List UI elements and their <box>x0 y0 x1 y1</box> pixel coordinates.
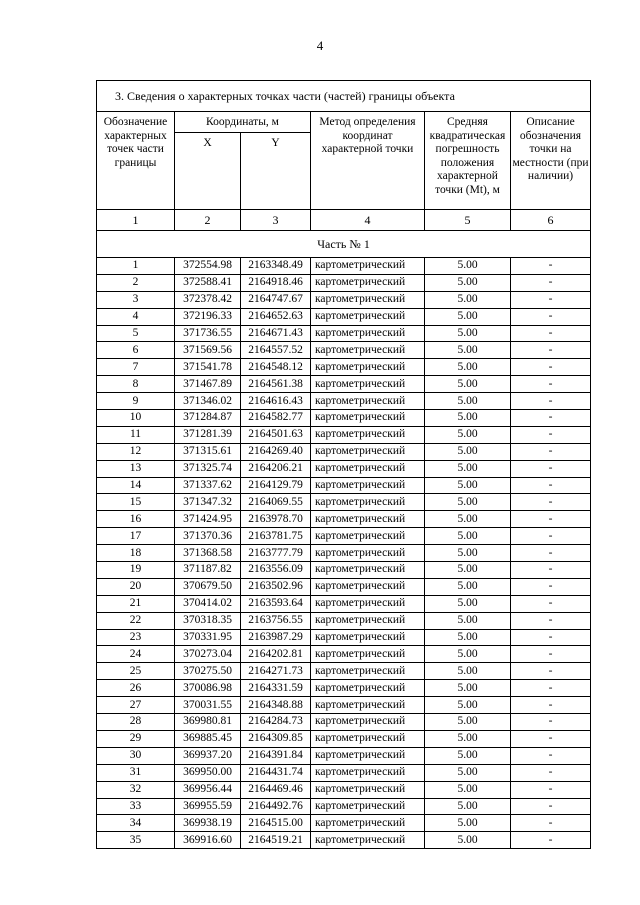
coord-x: 369955.59 <box>175 798 241 815</box>
method: картометрический <box>311 697 425 714</box>
description: - <box>511 258 591 275</box>
table-row <box>97 764 591 781</box>
error-value: 5.00 <box>425 291 511 308</box>
header-description: Описание обозначения точки на местности (при наличии) <box>511 112 591 210</box>
error-value: 5.00 <box>425 410 511 427</box>
coord-x: 370679.50 <box>175 578 241 595</box>
point-number: 15 <box>97 494 175 511</box>
coord-y: 2163781.75 <box>241 528 311 545</box>
coord-x: 372378.42 <box>175 291 241 308</box>
description: - <box>511 376 591 393</box>
table-row <box>97 460 591 477</box>
error-value: 5.00 <box>425 595 511 612</box>
header-x: X <box>175 133 241 210</box>
point-number: 2 <box>97 274 175 291</box>
column-number: 2 <box>175 210 241 231</box>
point-number: 14 <box>97 477 175 494</box>
point-number: 29 <box>97 730 175 747</box>
method: картометрический <box>311 443 425 460</box>
coord-y: 2164129.79 <box>241 477 311 494</box>
coord-x: 370414.02 <box>175 595 241 612</box>
coord-y: 2164582.77 <box>241 410 311 427</box>
error-value: 5.00 <box>425 832 511 849</box>
error-value: 5.00 <box>425 663 511 680</box>
coord-x: 371325.74 <box>175 460 241 477</box>
method: картометрический <box>311 545 425 562</box>
boundary-points-table <box>96 80 591 849</box>
coord-x: 370086.98 <box>175 680 241 697</box>
header-method: Метод определения координат характерной точки <box>311 112 425 210</box>
point-number: 9 <box>97 393 175 410</box>
table-row <box>97 730 591 747</box>
point-number: 16 <box>97 511 175 528</box>
table-row <box>97 629 591 646</box>
method: картометрический <box>311 764 425 781</box>
method: картометрический <box>311 308 425 325</box>
description: - <box>511 477 591 494</box>
coord-y: 2163756.55 <box>241 612 311 629</box>
part-label: Часть № 1 <box>97 231 591 258</box>
coord-y: 2164548.12 <box>241 359 311 376</box>
coord-x: 371569.56 <box>175 342 241 359</box>
coord-y: 2164515.00 <box>241 815 311 832</box>
header-error: Средняя квадратическая погрешность положения характерной точки (Mt), м <box>425 112 511 210</box>
point-number: 3 <box>97 291 175 308</box>
table-row <box>97 494 591 511</box>
coord-x: 370275.50 <box>175 663 241 680</box>
coord-x: 371368.58 <box>175 545 241 562</box>
description: - <box>511 274 591 291</box>
error-value: 5.00 <box>425 477 511 494</box>
method: картометрический <box>311 410 425 427</box>
table-row <box>97 832 591 849</box>
method: картометрический <box>311 460 425 477</box>
point-number: 8 <box>97 376 175 393</box>
coord-x: 371370.36 <box>175 528 241 545</box>
header-point-designation: Обозначение характерных точек части границы <box>97 112 175 210</box>
method: картометрический <box>311 274 425 291</box>
description: - <box>511 747 591 764</box>
table-row <box>97 477 591 494</box>
error-value: 5.00 <box>425 680 511 697</box>
error-value: 5.00 <box>425 562 511 579</box>
table-row <box>97 562 591 579</box>
coord-y: 2164501.63 <box>241 426 311 443</box>
method: картометрический <box>311 815 425 832</box>
table-row <box>97 443 591 460</box>
table-row <box>97 815 591 832</box>
point-number: 5 <box>97 325 175 342</box>
table-row <box>97 697 591 714</box>
header-coordinates: Координаты, м <box>175 112 311 133</box>
point-number: 13 <box>97 460 175 477</box>
coord-y: 2164331.59 <box>241 680 311 697</box>
coord-y: 2164348.88 <box>241 697 311 714</box>
description: - <box>511 714 591 731</box>
method: картометрический <box>311 747 425 764</box>
error-value: 5.00 <box>425 511 511 528</box>
error-value: 5.00 <box>425 308 511 325</box>
table-row <box>97 511 591 528</box>
point-number: 28 <box>97 714 175 731</box>
column-number: 5 <box>425 210 511 231</box>
error-value: 5.00 <box>425 629 511 646</box>
table-row <box>97 781 591 798</box>
method: картометрический <box>311 511 425 528</box>
coord-y: 2164561.38 <box>241 376 311 393</box>
table-row <box>97 663 591 680</box>
error-value: 5.00 <box>425 764 511 781</box>
point-number: 17 <box>97 528 175 545</box>
description: - <box>511 494 591 511</box>
coord-x: 372588.41 <box>175 274 241 291</box>
page-number: 4 <box>316 38 324 53</box>
point-number: 26 <box>97 680 175 697</box>
error-value: 5.00 <box>425 494 511 511</box>
table-row <box>97 528 591 545</box>
table-row <box>97 291 591 308</box>
error-value: 5.00 <box>425 781 511 798</box>
coord-y: 2164271.73 <box>241 663 311 680</box>
point-number: 11 <box>97 426 175 443</box>
point-number: 31 <box>97 764 175 781</box>
header-y: Y <box>241 133 311 210</box>
table-row <box>97 680 591 697</box>
table-row <box>97 545 591 562</box>
description: - <box>511 680 591 697</box>
error-value: 5.00 <box>425 612 511 629</box>
coord-y: 2164519.21 <box>241 832 311 849</box>
description: - <box>511 798 591 815</box>
coord-x: 369916.60 <box>175 832 241 849</box>
method: картометрический <box>311 612 425 629</box>
point-number: 25 <box>97 663 175 680</box>
method: картометрический <box>311 714 425 731</box>
description: - <box>511 562 591 579</box>
description: - <box>511 460 591 477</box>
point-number: 4 <box>97 308 175 325</box>
coord-x: 371284.87 <box>175 410 241 427</box>
error-value: 5.00 <box>425 646 511 663</box>
coord-y: 2164202.81 <box>241 646 311 663</box>
table-row <box>97 342 591 359</box>
description: - <box>511 781 591 798</box>
description: - <box>511 410 591 427</box>
description: - <box>511 595 591 612</box>
coord-y: 2163987.29 <box>241 629 311 646</box>
point-number: 27 <box>97 697 175 714</box>
error-value: 5.00 <box>425 325 511 342</box>
coord-x: 370273.04 <box>175 646 241 663</box>
coord-x: 370331.95 <box>175 629 241 646</box>
coord-x: 371424.95 <box>175 511 241 528</box>
description: - <box>511 730 591 747</box>
coord-y: 2164206.21 <box>241 460 311 477</box>
error-value: 5.00 <box>425 578 511 595</box>
section-title: 3. Сведения о характерных точках части (частей) границы объекта <box>97 81 591 112</box>
table-row <box>97 258 591 275</box>
coord-x: 372196.33 <box>175 308 241 325</box>
point-number: 18 <box>97 545 175 562</box>
description: - <box>511 545 591 562</box>
table-row <box>97 714 591 731</box>
column-number: 1 <box>97 210 175 231</box>
coord-y: 2164671.43 <box>241 325 311 342</box>
method: картометрический <box>311 578 425 595</box>
coord-x: 371467.89 <box>175 376 241 393</box>
coord-x: 371281.39 <box>175 426 241 443</box>
method: картометрический <box>311 258 425 275</box>
method: картометрический <box>311 595 425 612</box>
error-value: 5.00 <box>425 443 511 460</box>
error-value: 5.00 <box>425 815 511 832</box>
table-row <box>97 747 591 764</box>
table-row <box>97 798 591 815</box>
description: - <box>511 359 591 376</box>
coord-x: 371187.82 <box>175 562 241 579</box>
error-value: 5.00 <box>425 274 511 291</box>
point-number: 19 <box>97 562 175 579</box>
coord-y: 2163593.64 <box>241 595 311 612</box>
coord-x: 371337.62 <box>175 477 241 494</box>
point-number: 30 <box>97 747 175 764</box>
method: картометрический <box>311 325 425 342</box>
point-number: 12 <box>97 443 175 460</box>
coord-x: 371541.78 <box>175 359 241 376</box>
method: картометрический <box>311 342 425 359</box>
description: - <box>511 342 591 359</box>
description: - <box>511 291 591 308</box>
point-number: 20 <box>97 578 175 595</box>
error-value: 5.00 <box>425 528 511 545</box>
point-number: 24 <box>97 646 175 663</box>
method: картометрический <box>311 477 425 494</box>
method: картометрический <box>311 426 425 443</box>
point-number: 10 <box>97 410 175 427</box>
coord-x: 371347.32 <box>175 494 241 511</box>
column-number: 3 <box>241 210 311 231</box>
coord-y: 2164557.52 <box>241 342 311 359</box>
coord-x: 372554.98 <box>175 258 241 275</box>
method: картометрический <box>311 781 425 798</box>
method: картометрический <box>311 629 425 646</box>
method: картометрический <box>311 680 425 697</box>
coord-y: 2164492.76 <box>241 798 311 815</box>
table-row <box>97 325 591 342</box>
description: - <box>511 612 591 629</box>
method: картометрический <box>311 359 425 376</box>
description: - <box>511 578 591 595</box>
column-number: 4 <box>311 210 425 231</box>
coord-x: 369950.00 <box>175 764 241 781</box>
method: картометрический <box>311 663 425 680</box>
method: картометрический <box>311 528 425 545</box>
coord-y: 2164284.73 <box>241 714 311 731</box>
table-row <box>97 426 591 443</box>
coord-x: 370031.55 <box>175 697 241 714</box>
coord-y: 2164616.43 <box>241 393 311 410</box>
method: картометрический <box>311 393 425 410</box>
coord-y: 2164391.84 <box>241 747 311 764</box>
coord-x: 371346.02 <box>175 393 241 410</box>
error-value: 5.00 <box>425 426 511 443</box>
description: - <box>511 697 591 714</box>
coord-x: 369980.81 <box>175 714 241 731</box>
coord-y: 2163502.96 <box>241 578 311 595</box>
table-row <box>97 359 591 376</box>
coord-y: 2163978.70 <box>241 511 311 528</box>
description: - <box>511 832 591 849</box>
coord-x: 371315.61 <box>175 443 241 460</box>
error-value: 5.00 <box>425 798 511 815</box>
description: - <box>511 528 591 545</box>
description: - <box>511 443 591 460</box>
column-numbers-row <box>97 210 591 231</box>
coord-x: 369937.20 <box>175 747 241 764</box>
point-number: 22 <box>97 612 175 629</box>
table-row <box>97 376 591 393</box>
method: картометрический <box>311 730 425 747</box>
method: картометрический <box>311 494 425 511</box>
description: - <box>511 511 591 528</box>
coord-y: 2163556.09 <box>241 562 311 579</box>
error-value: 5.00 <box>425 697 511 714</box>
coord-y: 2164747.67 <box>241 291 311 308</box>
table-row <box>97 646 591 663</box>
point-number: 34 <box>97 815 175 832</box>
point-number: 32 <box>97 781 175 798</box>
description: - <box>511 764 591 781</box>
description: - <box>511 393 591 410</box>
column-number: 6 <box>511 210 591 231</box>
error-value: 5.00 <box>425 376 511 393</box>
table-row <box>97 274 591 291</box>
coord-x: 371736.55 <box>175 325 241 342</box>
method: картометрический <box>311 646 425 663</box>
coord-y: 2164918.46 <box>241 274 311 291</box>
error-value: 5.00 <box>425 342 511 359</box>
table-row <box>97 308 591 325</box>
coord-x: 369885.45 <box>175 730 241 747</box>
description: - <box>511 663 591 680</box>
method: картометрический <box>311 832 425 849</box>
point-number: 23 <box>97 629 175 646</box>
table-row <box>97 578 591 595</box>
description: - <box>511 646 591 663</box>
description: - <box>511 308 591 325</box>
method: картометрический <box>311 798 425 815</box>
method: картометрический <box>311 562 425 579</box>
coord-y: 2163777.79 <box>241 545 311 562</box>
description: - <box>511 426 591 443</box>
error-value: 5.00 <box>425 460 511 477</box>
description: - <box>511 325 591 342</box>
coord-y: 2164652.63 <box>241 308 311 325</box>
error-value: 5.00 <box>425 359 511 376</box>
coord-y: 2164269.40 <box>241 443 311 460</box>
point-number: 33 <box>97 798 175 815</box>
error-value: 5.00 <box>425 393 511 410</box>
coord-x: 369956.44 <box>175 781 241 798</box>
table-row <box>97 393 591 410</box>
coord-y: 2164069.55 <box>241 494 311 511</box>
error-value: 5.00 <box>425 258 511 275</box>
table-row <box>97 595 591 612</box>
table-row <box>97 612 591 629</box>
method: картометрический <box>311 291 425 308</box>
coord-y: 2164469.46 <box>241 781 311 798</box>
point-number: 6 <box>97 342 175 359</box>
coord-x: 369938.19 <box>175 815 241 832</box>
description: - <box>511 815 591 832</box>
point-number: 7 <box>97 359 175 376</box>
point-number: 35 <box>97 832 175 849</box>
table-row <box>97 410 591 427</box>
coord-y: 2164431.74 <box>241 764 311 781</box>
method: картометрический <box>311 376 425 393</box>
coord-x: 370318.35 <box>175 612 241 629</box>
error-value: 5.00 <box>425 545 511 562</box>
error-value: 5.00 <box>425 730 511 747</box>
error-value: 5.00 <box>425 747 511 764</box>
description: - <box>511 629 591 646</box>
error-value: 5.00 <box>425 714 511 731</box>
coord-y: 2164309.85 <box>241 730 311 747</box>
point-number: 21 <box>97 595 175 612</box>
coord-y: 2163348.49 <box>241 258 311 275</box>
point-number: 1 <box>97 258 175 275</box>
